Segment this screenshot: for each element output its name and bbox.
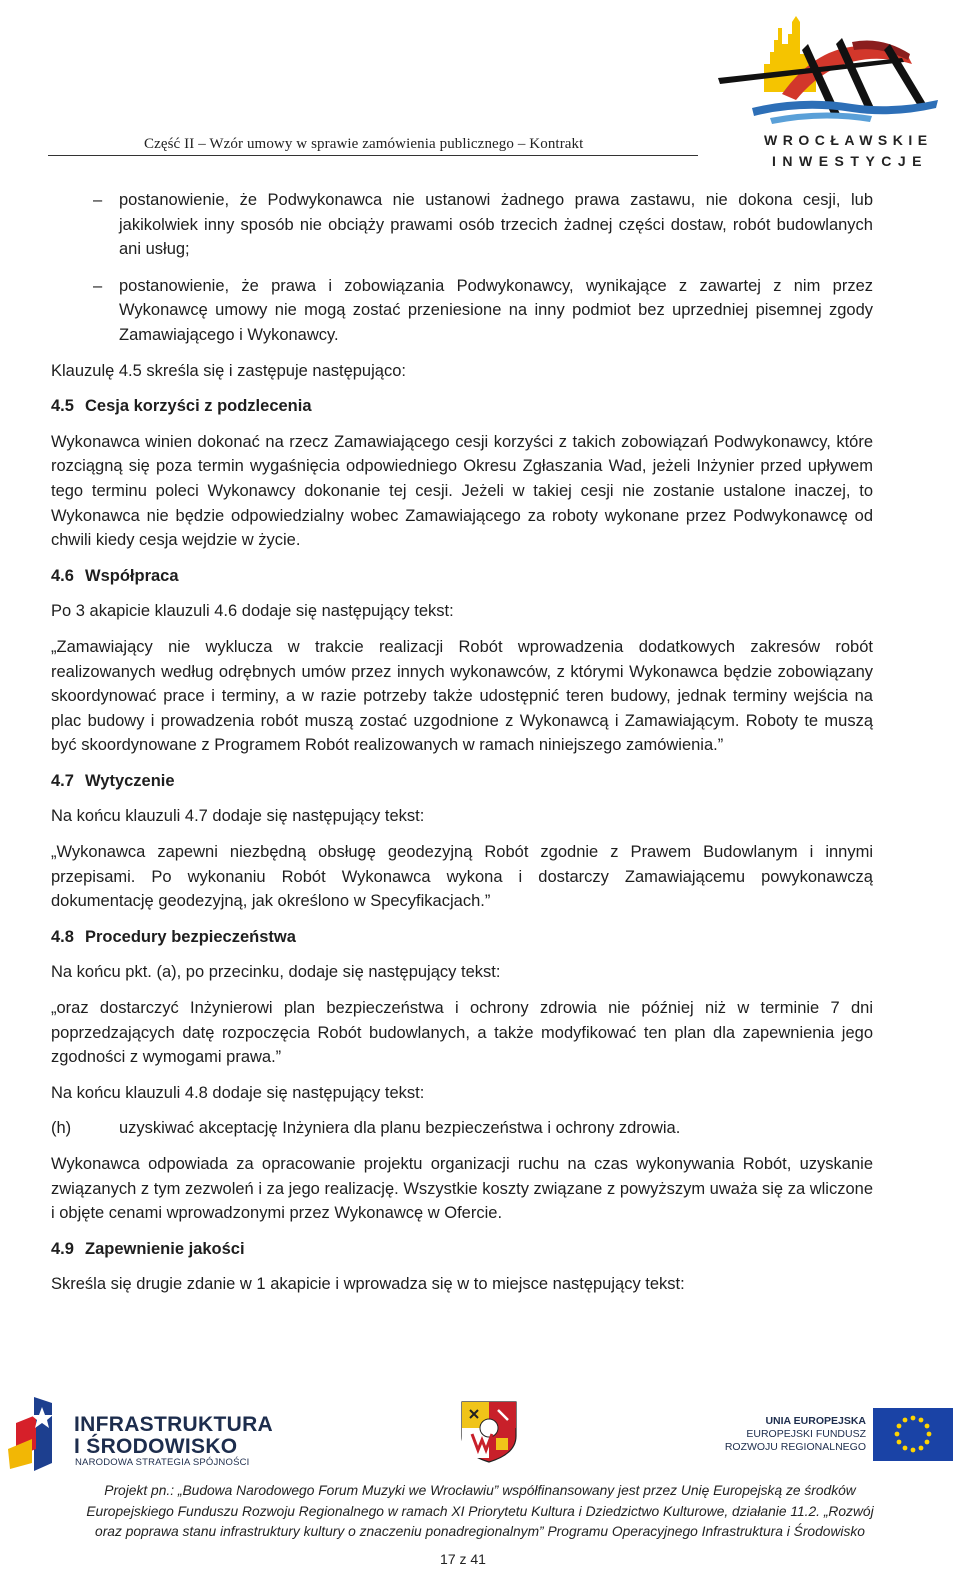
- s48-quote: „oraz dostarczyć Inżynierowi plan bezpieczeństwa i ochrony zdrowia nie później niż w terminie 7 dni poprzedzających datę rozpoczęcia Robót budowlanych, a także modyfikować ten plan dla zapewnienia jego zgodności z wymogami prawa.”: [51, 999, 873, 1067]
- s48-item-h: [51, 1116, 873, 1141]
- s48-item-label: (h): [51, 1119, 72, 1138]
- logo-text-line2: INWESTYCJE: [772, 153, 929, 169]
- eu-text-block: [718, 1415, 866, 1454]
- s46-intro: Po 3 akapicie klauzuli 4.6 dodaje się następujący tekst:: [51, 602, 454, 621]
- is-line3: NARODOWA STRATEGIA SPÓJNOŚCI: [75, 1457, 250, 1468]
- s48-title: Procedury bezpieczeństwa: [85, 927, 296, 946]
- s48-paragraph: Wykonawca odpowiada za opracowanie projektu organizacji ruchu na czas wykonywania Robót, uzyskanie związanych z tym zezwoleń i za jego realizację. Wszystkie koszty związane z powyższym uważa się za wliczone i objęte cenami wprowadzonymi przez Wykonawcę w Ofercie.: [51, 1155, 873, 1223]
- s48-item-text: uzyskiwać akceptację Inżyniera dla planu bezpieczeństwa i ochrony zdrowia.: [119, 1119, 681, 1138]
- eu-flag: [873, 1408, 953, 1461]
- s45-text: Wykonawca winien dokonać na rzecz Zamawiającego cesji korzyści z takich zobowiązań Podwykonawcy, które rozciągną się poza termin wygaśnięcia odpowiedniego Okresu Zgłaszania Wad, jeżeli Inżynier przed upływem tego terminu poleci Wykonawcy dokonanie tej cesji. Jeżeli w takiej cesji nie zostanie ustalone inaczej, to Wykonawca nie będzie odpowiedzialny wobec Zamawiającego za roboty wykonane przez Podwykonawcę od chwili kiedy cesja wejdzie w życie.: [51, 432, 873, 550]
- s45-number: 4.5: [51, 397, 74, 416]
- s47-title: Wytyczenie: [85, 771, 175, 790]
- bridge-logo-icon: [712, 4, 948, 129]
- bullet-item: [51, 274, 873, 348]
- bullet-text: postanowienie, że prawa i zobowiązania Podwykonawcy, wynikające z zawartej z nim przez Wykonawcę umowy nie mogą zostać przeniesione na inny podmiot bez uprzedniej pisemnej zgody Zamawiającego i Wykonawcy.: [119, 276, 873, 344]
- s47-quote: „Wykonawca zapewni niezbędną obsługę geodezyjną Robót zgodnie z Prawem Budowlanym i innymi przepisami. Po wykonaniu Robót Wykonawca wykona i dostarczy Zamawiającemu powykonawczą dokumentację geodezyjną, jak określono w Specyfikacjach.”: [51, 843, 873, 911]
- bullet-text: postanowienie, że Podwykonawca nie ustanowi żadnego prawa zastawu, nie dokona cesji, lub jakikolwiek inny sposób nie obciąży prawami osób trzecich żadnej części dostaw, robót budowlanych ani usług;: [119, 191, 873, 259]
- is-star-logo-icon: [6, 1393, 68, 1473]
- s47-heading: [51, 769, 873, 794]
- logo-text-line1: WROCŁAWSKIE: [764, 132, 933, 148]
- wroclawskie-inwestycje-logo: [712, 4, 948, 174]
- eu-line2: EUROPEJSKI FUNDUSZ: [746, 1428, 866, 1440]
- bullet-dash: –: [93, 276, 103, 295]
- header-title: Część II – Wzór umowy w sprawie zamówienia publicznego – Kontrakt: [144, 136, 584, 152]
- s49-heading: [51, 1237, 873, 1262]
- s47-intro: Na końcu klauzuli 4.7 dodaje się następujący tekst:: [51, 807, 425, 826]
- s47-number: 4.7: [51, 771, 74, 790]
- s46-title: Współpraca: [85, 566, 179, 585]
- eu-line1: UNIA EUROPEJSKA: [765, 1415, 866, 1427]
- s48-intro2: Na końcu klauzuli 4.8 dodaje się następujący tekst:: [51, 1083, 425, 1102]
- s48-intro: Na końcu pkt. (a), po przecinku, dodaje się następujący tekst:: [51, 963, 501, 982]
- footnote-line1: Projekt pn.: „Budowa Narodowego Forum Muzyki we Wrocławiu” współfinansowany jest przez Unię Europejską ze środków: [104, 1483, 856, 1498]
- footnote-line3: oraz poprawa stanu infrastruktury kultury o znaczeniu ponadregionalnym” Programu Operacyjnego Infrastruktura i Środowisko: [95, 1524, 865, 1539]
- s48-number: 4.8: [51, 927, 74, 946]
- s48-heading: [51, 925, 873, 950]
- eu-line3: ROZWOJU REGIONALNEGO: [724, 1441, 866, 1453]
- s49-number: 4.9: [51, 1239, 74, 1258]
- s49-title: Zapewnienie jakości: [85, 1239, 245, 1258]
- s45-title: Cesja korzyści z podzlecenia: [85, 397, 312, 416]
- coat-of-arms-icon: [458, 1398, 520, 1464]
- s46-quote: „Zamawiający nie wyklucza w trakcie realizacji Robót wprowadzenia dodatkowych zakresów robót realizowanych według odrębnych umów przez innych wykonawców, z którymi Wykonawca będzie zobowiązany skoordynować prace i terminy, a w razie potrzeby także udostępnić teren budowy, jednak terminy wejścia na plac budowy i prowadzenia robót muszą zostać uzgodnione z Wykonawcą i Zamawiającym. Roboty te muszą być skoordynowane z Programem Robót realizowanych w ramach niniejszego zamówienia.”: [51, 637, 873, 755]
- footnote-line2: Europejskiego Funduszu Rozwoju Regionalnego w ramach XI Priorytetu Kultura i Dziedzictwo Kulturowe, działanie 11.2. „Rozwój: [86, 1503, 874, 1519]
- s49-intro: Skreśla się drugie zdanie w 1 akapicie i wprowadza się w to miejsce następujący tekst:: [51, 1275, 685, 1294]
- eu-stars-icon: [873, 1408, 953, 1461]
- bullet-item: [51, 188, 873, 262]
- page-number: 17 z 41: [440, 1551, 486, 1567]
- s46-heading: [51, 564, 873, 589]
- s46-number: 4.6: [51, 566, 74, 585]
- project-footnote: [40, 1481, 920, 1543]
- infrastruktura-srodowisko-logo: [6, 1393, 274, 1473]
- bullet-dash: –: [93, 191, 103, 209]
- wroclaw-coat-of-arms: [458, 1398, 520, 1464]
- is-line1: INFRASTRUKTURA: [74, 1413, 274, 1436]
- header-rule: [48, 155, 698, 156]
- document-body: [51, 188, 873, 1297]
- s45-intro: Klauzulę 4.5 skreśla się i zastępuje następująco:: [51, 361, 406, 380]
- is-line2: I ŚRODOWISKO: [74, 1435, 238, 1458]
- s45-heading: [51, 394, 873, 419]
